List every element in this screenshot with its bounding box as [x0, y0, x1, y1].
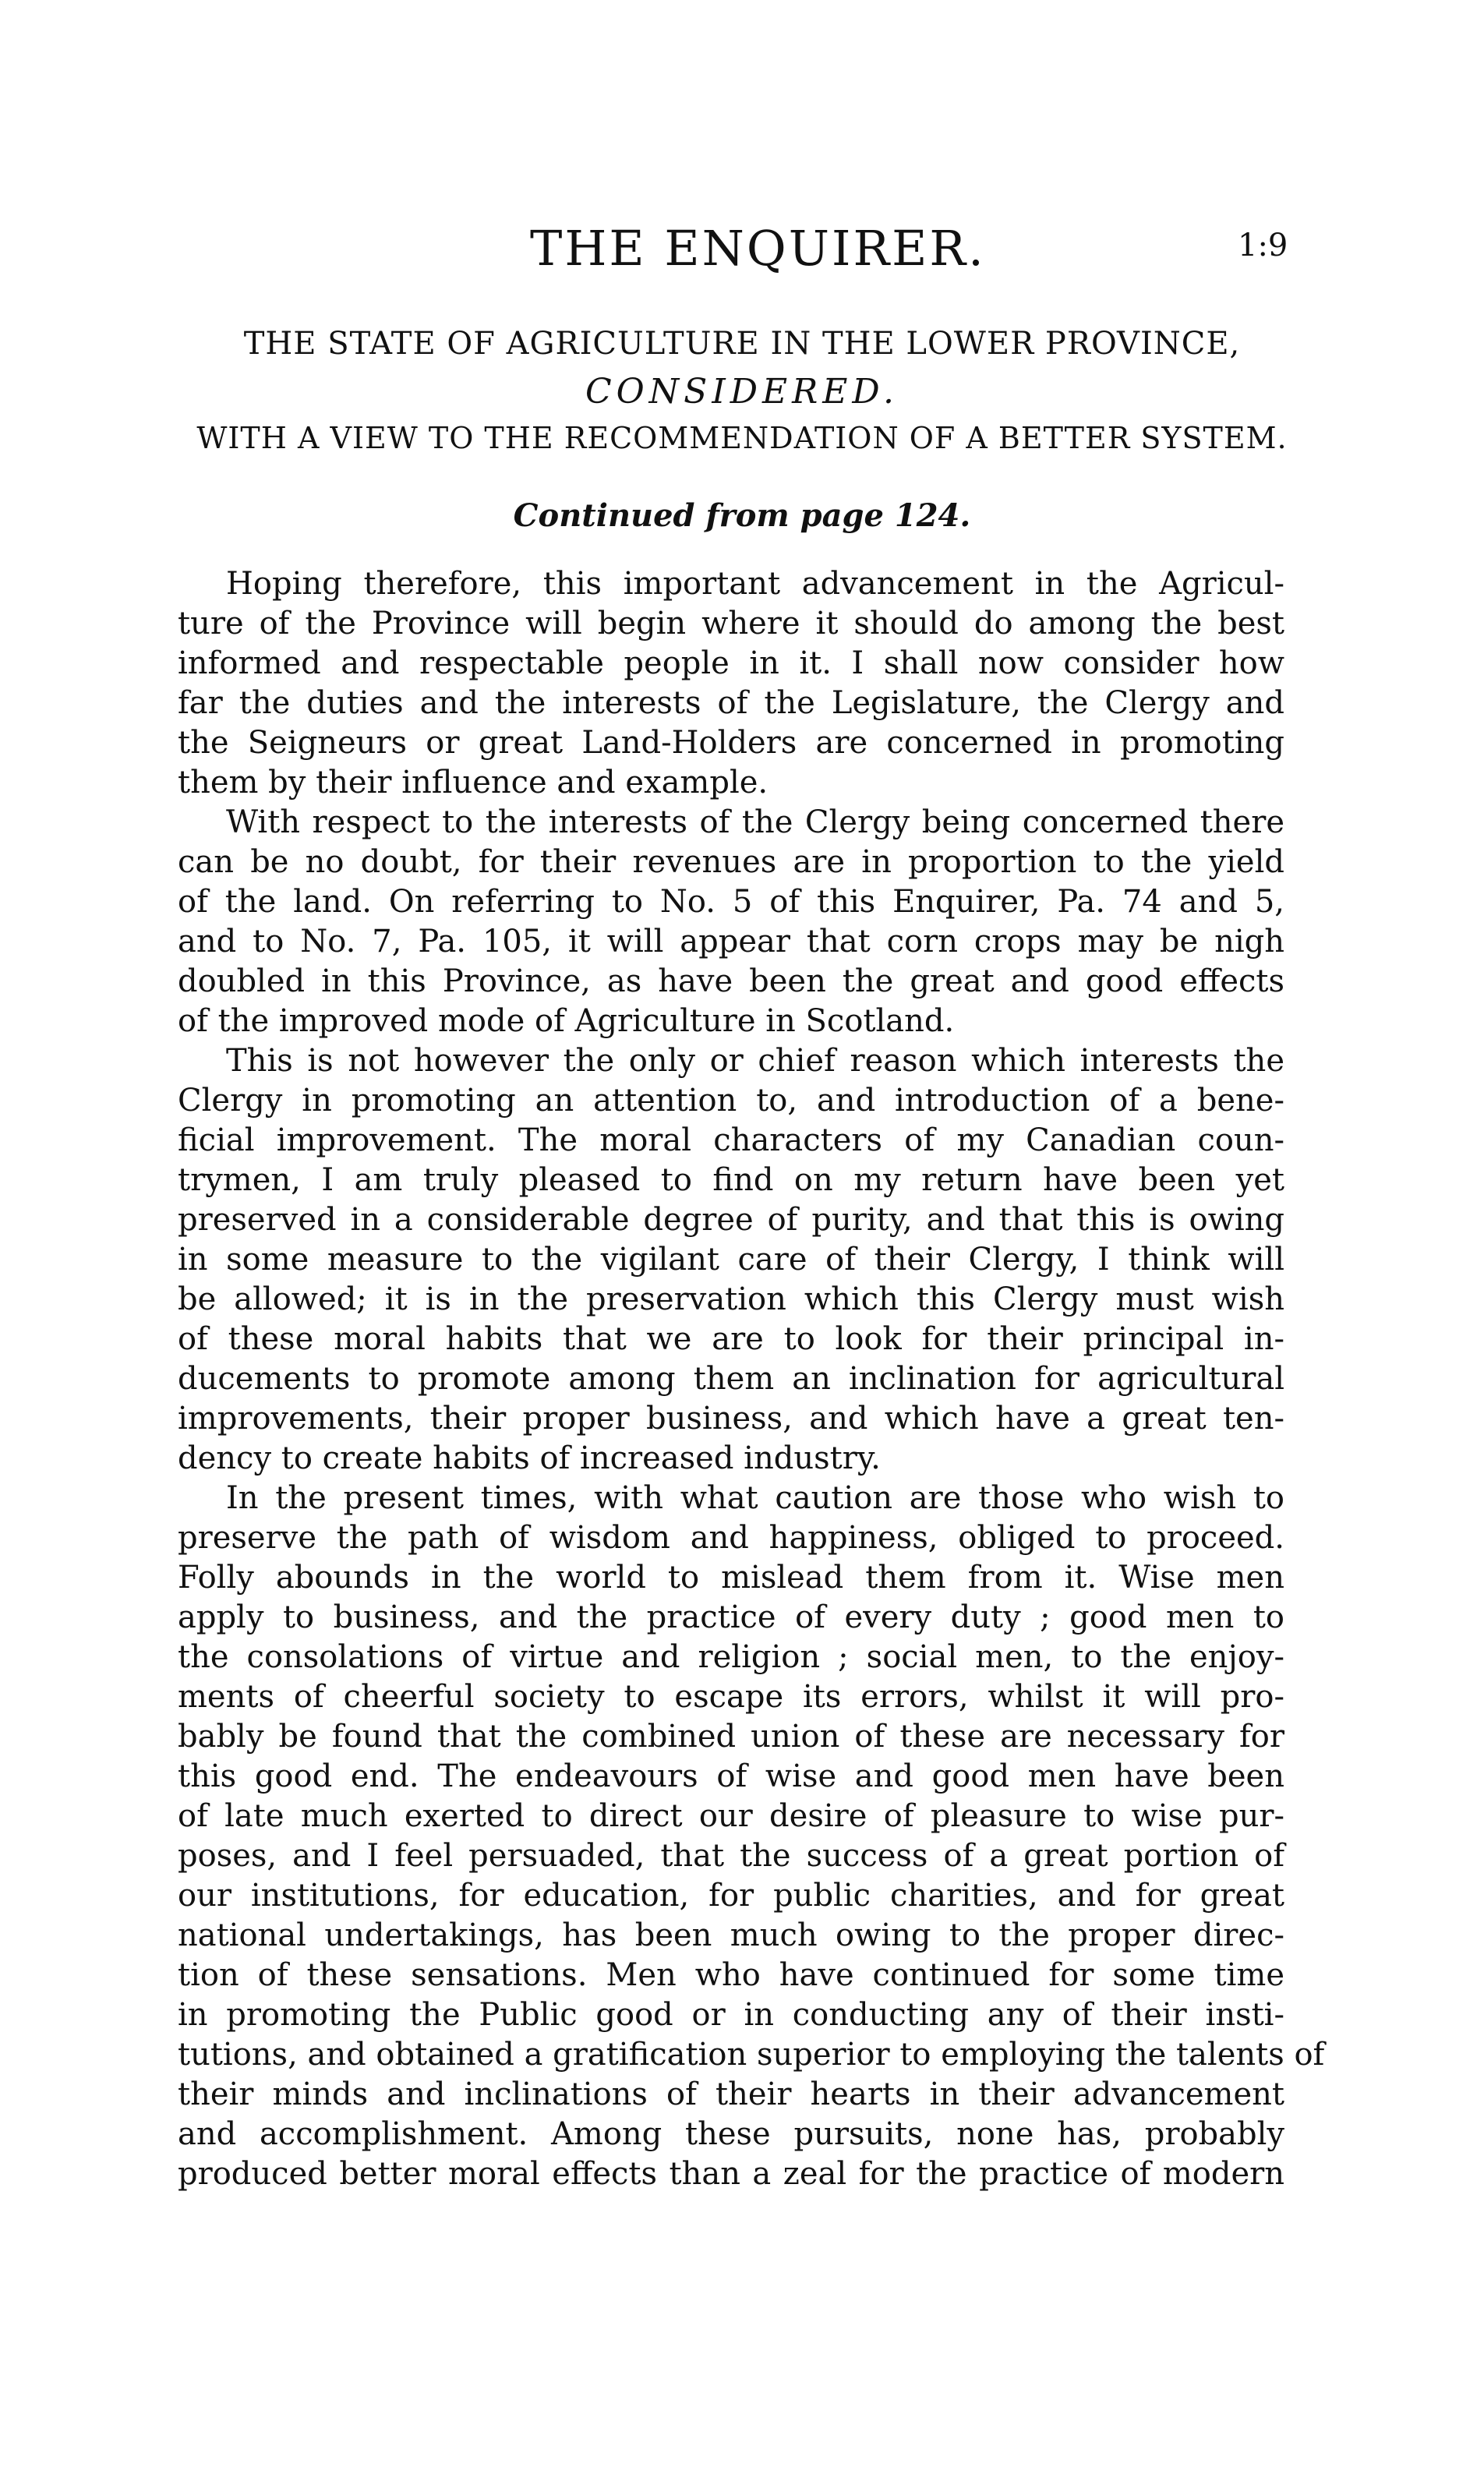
text-line: far the duties and the interests of the Legislature, the Clergy and [178, 685, 1284, 721]
text-line: in promoting the Public good or in conducting any of their insti- [178, 1997, 1284, 2033]
text-line: of late much exerted to direct our desire of pleasure to wise pur- [178, 1798, 1284, 1834]
continued-note: Continued from page 124. [513, 497, 971, 534]
article-body [178, 564, 1325, 2194]
text-line: ficial improvement. The moral characters of my Canadian coun- [178, 1122, 1284, 1158]
text-line: of the improved mode of Agriculture in Scotland. [178, 1003, 955, 1039]
text-line: in some measure to the vigilant care of their Clergy, I think will [178, 1242, 1284, 1278]
article-title-line-3: WITH A VIEW TO THE RECOMMENDATION OF A BETTER SYSTEM. [196, 421, 1288, 455]
text-line: ducements to promote among them an inclination for agricultural [178, 1361, 1284, 1397]
text-line: tion of these sensations. Men who have continued for some time [178, 1957, 1284, 1993]
text-line: them by their influence and example. [178, 765, 768, 801]
text-line: ture of the Province will begin where it should do among the best [178, 606, 1284, 641]
text-line: of the land. On referring to No. 5 of this Enquirer, Pa. 74 and 5, [178, 884, 1284, 920]
text-line: the Seigneurs or great Land-Holders are concerned in promoting [178, 725, 1284, 761]
article-title-line-1: THE STATE OF AGRICULTURE IN THE LOWER PROVINCE, [243, 326, 1241, 362]
text-line: and accomplishment. Among these pursuits, none has, probably [178, 2116, 1284, 2152]
text-line: tutions, and obtained a gratification superior to employing the talents of [178, 2037, 1325, 2073]
text-line: In the present times, with what caution are those who wish to [226, 1480, 1284, 1516]
paragraph-4 [178, 1479, 1325, 2194]
text-line: our institutions, for education, for public charities, and for great [178, 1878, 1284, 1914]
running-title: THE ENQUIRER. [530, 220, 986, 277]
text-line: Folly abounds in the world to mislead them from it. Wise men [178, 1560, 1284, 1596]
article-title-line-2: CONSIDERED. [585, 372, 899, 412]
text-line: Clergy in promoting an attention to, and introduction of a bene- [178, 1083, 1284, 1119]
text-line: and to No. 7, Pa. 105, it will appear that corn crops may be nigh [178, 924, 1284, 960]
text-line: national undertakings, has been much owing to the proper direc- [178, 1917, 1284, 1953]
text-line: of these moral habits that we are to look for their principal in- [178, 1321, 1284, 1357]
text-line: informed and respectable people in it. I shall now consider how [178, 645, 1284, 681]
article-heading [0, 320, 1484, 534]
text-line: their minds and inclinations of their hearts in their advancement [178, 2076, 1284, 2112]
text-line: this good end. The endeavours of wise and good men have been [178, 1758, 1284, 1794]
paragraph-3 [178, 1041, 1284, 1479]
text-line: preserve the path of wisdom and happiness, obliged to proceed. [178, 1520, 1284, 1556]
text-line: the consolations of virtue and religion ; social men, to the enjoy- [178, 1639, 1284, 1675]
text-line: dency to create habits of increased industry. [178, 1440, 881, 1476]
text-line: produced better moral effects than a zeal for the practice of modern [178, 2156, 1284, 2192]
text-line: be allowed; it is in the preservation which this Clergy must wish [178, 1281, 1284, 1317]
text-line: doubled in this Province, as have been the great and good effects [178, 963, 1284, 999]
text-line: can be no doubt, for their revenues are in proportion to the yield [178, 844, 1284, 880]
text-line: Hoping therefore, this important advancement in the Agricul- [226, 566, 1284, 602]
running-head [0, 220, 1484, 290]
paragraph-2 [178, 803, 1284, 1041]
paragraph-1 [178, 564, 1284, 803]
text-line: improvements, their proper business, and which have a great ten- [178, 1401, 1284, 1437]
text-line: ments of cheerful society to escape its errors, whilst it will pro- [178, 1679, 1284, 1715]
text-line: apply to business, and the practice of every duty ; good men to [178, 1599, 1284, 1635]
text-line: With respect to the interests of the Clergy being concerned there [226, 804, 1284, 840]
page-number: 1:9 [1238, 228, 1288, 263]
text-line: poses, and I feel persuaded, that the success of a great portion of [178, 1838, 1284, 1874]
text-line: This is not however the only or chief reason which interests the [226, 1043, 1284, 1079]
text-line: bably be found that the combined union of these are necessary for [178, 1719, 1284, 1755]
text-line: preserved in a considerable degree of purity, and that this is owing [178, 1202, 1284, 1238]
text-line: trymen, I am truly pleased to find on my return have been yet [178, 1162, 1284, 1198]
